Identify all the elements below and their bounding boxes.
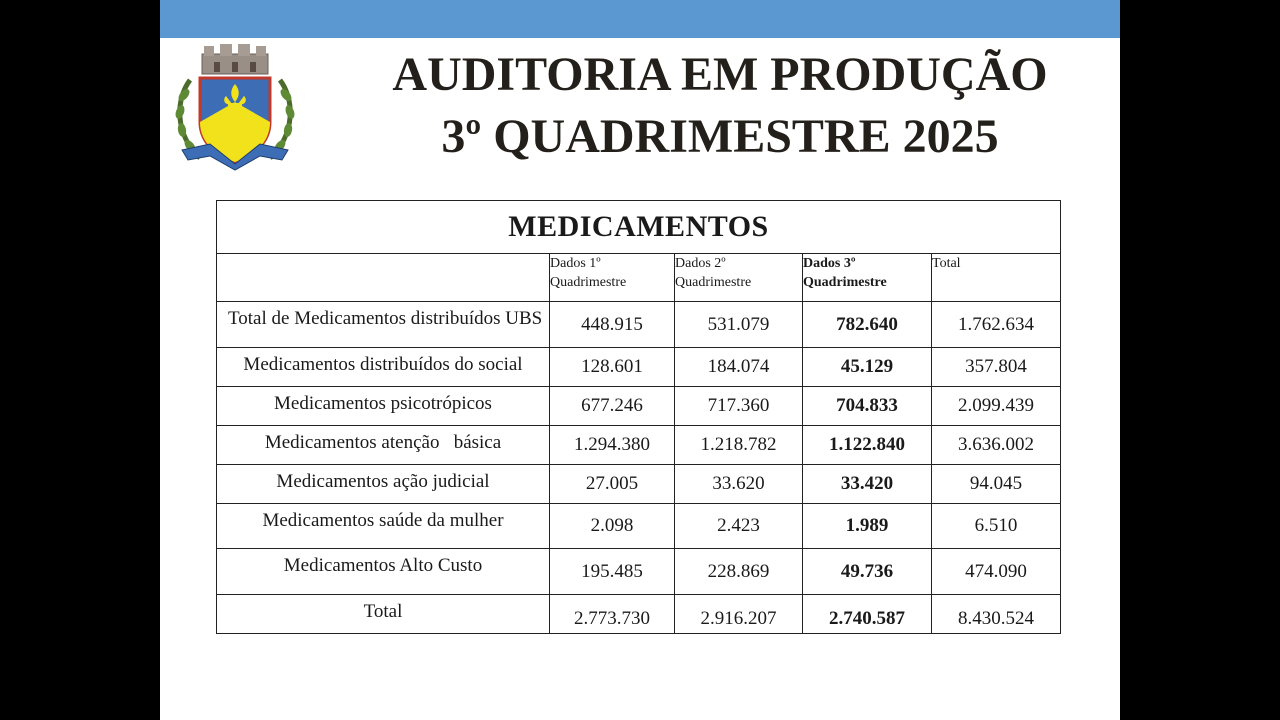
slide	[160, 0, 1120, 720]
municipal-coat-of-arms-icon	[170, 40, 300, 172]
cell-total: 6.510	[932, 504, 1061, 549]
cell-total: 357.804	[932, 348, 1061, 387]
top-accent-bar	[160, 0, 1120, 38]
medications-table	[216, 200, 1061, 634]
row-label: Medicamentos Alto Custo	[217, 549, 550, 595]
cell-q2: 2.423	[675, 504, 803, 549]
title-line-2: 3º QUADRIMESTRE 2025	[441, 110, 999, 163]
table-header-row	[217, 254, 1061, 302]
cell-q3: 2.740.587	[803, 595, 932, 634]
cell-q2: 228.869	[675, 549, 803, 595]
page-title	[360, 44, 1080, 168]
cell-total: 1.762.634	[932, 302, 1061, 348]
cell-q2: 531.079	[675, 302, 803, 348]
cell-q1: 1.294.380	[550, 426, 675, 465]
cell-q1: 448.915	[550, 302, 675, 348]
table-row	[217, 302, 1061, 348]
row-label: Total de Medicamentos distribuídos UBS	[217, 302, 550, 348]
cell-q3: 33.420	[803, 465, 932, 504]
cell-q2: 717.360	[675, 387, 803, 426]
cell-total: 3.636.002	[932, 426, 1061, 465]
table-row	[217, 465, 1061, 504]
cell-q1: 677.246	[550, 387, 675, 426]
cell-total: 8.430.524	[932, 595, 1061, 634]
table-row	[217, 387, 1061, 426]
cell-q3: 704.833	[803, 387, 932, 426]
cell-q2: 184.074	[675, 348, 803, 387]
row-label: Medicamentos atenção básica	[217, 426, 550, 465]
table-row	[217, 426, 1061, 465]
header-cell-q2: Dados 2º Quadrimestre	[675, 254, 803, 302]
header-cell-empty	[217, 254, 550, 302]
cell-q3: 1.122.840	[803, 426, 932, 465]
cell-total: 94.045	[932, 465, 1061, 504]
row-label: Medicamentos saúde da mulher	[217, 504, 550, 549]
cell-q3: 1.989	[803, 504, 932, 549]
table-row	[217, 504, 1061, 549]
cell-q2: 33.620	[675, 465, 803, 504]
cell-q3: 49.736	[803, 549, 932, 595]
cell-q3: 45.129	[803, 348, 932, 387]
cell-q1: 2.098	[550, 504, 675, 549]
row-label: Medicamentos distribuídos do social	[217, 348, 550, 387]
header-cell-total: Total	[932, 254, 1061, 302]
cell-total: 2.099.439	[932, 387, 1061, 426]
cell-q2: 1.218.782	[675, 426, 803, 465]
header-cell-q3: Dados 3º Quadrimestre	[803, 254, 932, 302]
table-row	[217, 348, 1061, 387]
header-cell-q1: Dados 1º Quadrimestre	[550, 254, 675, 302]
title-line-1: AUDITORIA EM PRODUÇÃO	[392, 48, 1048, 101]
row-label: Medicamentos ação judicial	[217, 465, 550, 504]
cell-total: 474.090	[932, 549, 1061, 595]
cell-q1: 2.773.730	[550, 595, 675, 634]
cell-q1: 128.601	[550, 348, 675, 387]
cell-q1: 27.005	[550, 465, 675, 504]
cell-q3: 782.640	[803, 302, 932, 348]
row-label: Medicamentos psicotrópicos	[217, 387, 550, 426]
row-label: Total	[217, 595, 550, 634]
cell-q2: 2.916.207	[675, 595, 803, 634]
cell-q1: 195.485	[550, 549, 675, 595]
table-row	[217, 549, 1061, 595]
table-total-row	[217, 595, 1061, 634]
table-title: MEDICAMENTOS	[217, 201, 1061, 254]
